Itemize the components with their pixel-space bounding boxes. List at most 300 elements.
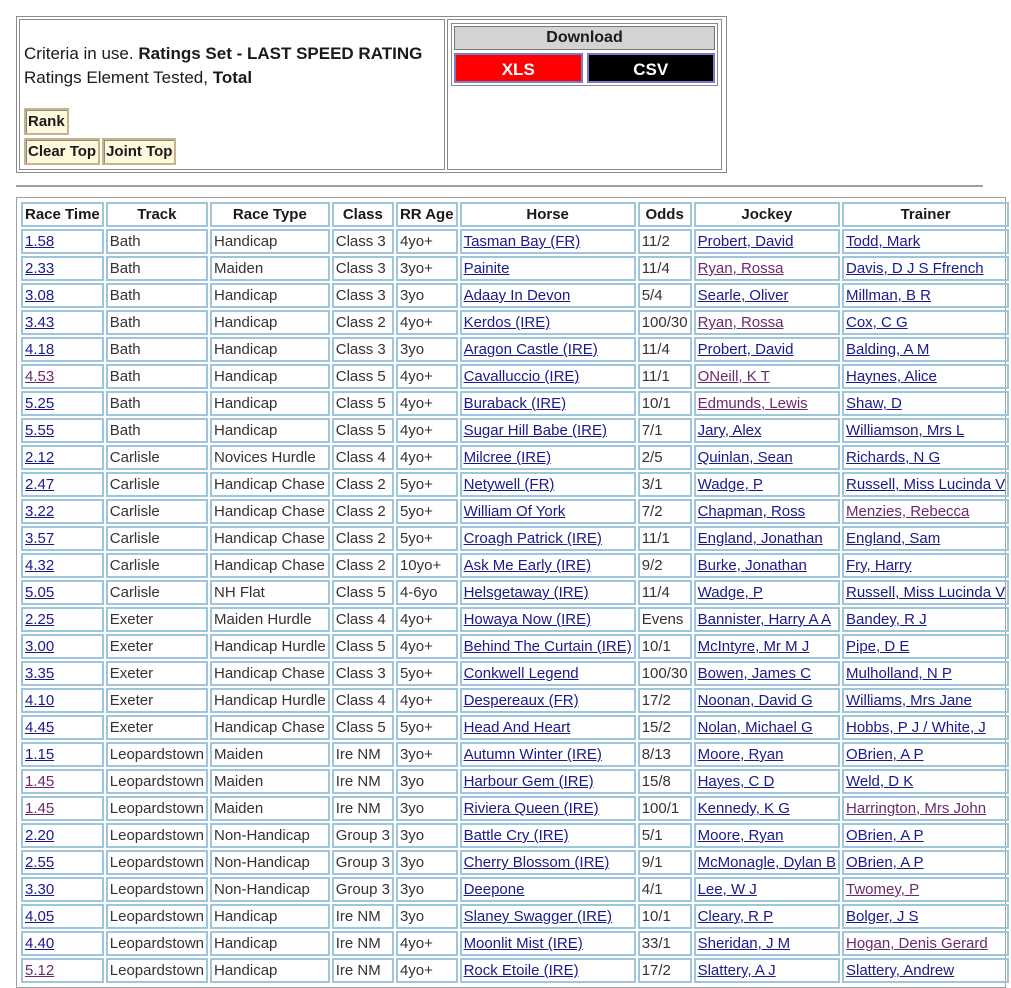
horse-cell	[460, 796, 636, 821]
age-cell: 4-6yo	[396, 580, 458, 605]
jockey-link[interactable]: Probert, David	[697, 341, 794, 358]
horse-link[interactable]: Kerdos (IRE)	[463, 314, 551, 331]
jockey-link[interactable]: Ryan, Rossa	[697, 260, 784, 277]
jockey-link[interactable]: McMonagle, Dylan B	[697, 854, 836, 871]
age-cell: 4yo+	[396, 229, 458, 254]
race-type-cell: Maiden	[210, 769, 330, 794]
age-cell: 4yo+	[396, 607, 458, 632]
jockey-cell	[694, 607, 840, 632]
race-time-cell	[21, 904, 104, 929]
race-time-link[interactable]: 1.45	[25, 800, 55, 817]
track-cell: Bath	[106, 310, 208, 335]
race-type-cell: Handicap Chase	[210, 661, 330, 686]
trainer-link[interactable]: Russell, Miss Lucinda V	[846, 476, 1006, 493]
trainer-link[interactable]: Menzies, Rebecca	[846, 503, 970, 520]
table-row	[21, 796, 1009, 821]
horse-cell	[460, 688, 636, 713]
trainer-link[interactable]: Hogan, Denis Gerard	[846, 935, 988, 952]
track-cell: Bath	[106, 418, 208, 443]
trainer-link[interactable]: Williamson, Mrs L	[846, 422, 965, 439]
horse-cell	[460, 256, 636, 281]
age-cell: 3yo	[396, 904, 458, 929]
trainer-link[interactable]: Millman, B R	[846, 287, 932, 304]
class-cell: Group 3	[332, 850, 394, 875]
race-type-cell: Handicap Hurdle	[210, 634, 330, 659]
trainer-cell	[842, 580, 1009, 605]
trainer-cell	[842, 769, 1009, 794]
trainer-cell	[842, 499, 1009, 524]
trainer-cell	[842, 256, 1009, 281]
jockey-link[interactable]: Quinlan, Sean	[697, 449, 793, 466]
odds-cell: 10/1	[638, 391, 692, 416]
criteria-info	[19, 19, 445, 170]
jockey-cell	[694, 742, 840, 767]
jockey-link[interactable]: Probert, David	[697, 233, 794, 250]
jockey-cell	[694, 661, 840, 686]
race-time-link[interactable]: 5.05	[25, 584, 55, 601]
trainer-cell	[842, 742, 1009, 767]
divider	[16, 185, 983, 187]
odds-cell: 10/1	[638, 634, 692, 659]
jockey-link[interactable]: Hayes, C D	[697, 773, 775, 790]
odds-cell: 17/2	[638, 958, 692, 983]
trainer-cell	[842, 553, 1009, 578]
race-type-cell: Handicap Chase	[210, 715, 330, 740]
download-panel	[447, 19, 722, 170]
class-cell: Ire NM	[332, 742, 394, 767]
jockey-cell	[694, 418, 840, 443]
jockey-link[interactable]: Moore, Ryan	[697, 746, 784, 763]
jockey-cell	[694, 229, 840, 254]
race-time-cell	[21, 769, 104, 794]
race-time-cell	[21, 445, 104, 470]
column-header-jockey: Jockey	[694, 202, 840, 227]
clear-top-button[interactable]: Clear Top	[24, 138, 100, 165]
horse-link[interactable]: Buraback (IRE)	[463, 395, 567, 412]
horse-link[interactable]: Rock Etoile (IRE)	[463, 962, 579, 979]
age-cell: 3yo	[396, 850, 458, 875]
track-cell: Bath	[106, 229, 208, 254]
table-row	[21, 526, 1009, 551]
table-row	[21, 931, 1009, 956]
table-row	[21, 418, 1009, 443]
download-title: Download	[454, 26, 715, 50]
horse-link[interactable]: Behind The Curtain (IRE)	[463, 638, 632, 655]
race-time-link[interactable]: 5.25	[25, 395, 55, 412]
race-time-link[interactable]: 4.53	[25, 368, 55, 385]
criteria-prefix: Criteria in use.	[24, 44, 134, 63]
track-cell: Carlisle	[106, 526, 208, 551]
trainer-link[interactable]: Cox, C G	[846, 314, 908, 331]
trainer-link[interactable]: Weld, D K	[846, 773, 914, 790]
results-table	[19, 200, 1011, 985]
horse-link[interactable]: Croagh Patrick (IRE)	[463, 530, 602, 547]
race-time-link[interactable]: 3.35	[25, 665, 55, 682]
trainer-cell	[842, 823, 1009, 848]
track-cell: Carlisle	[106, 553, 208, 578]
jockey-cell	[694, 310, 840, 335]
horse-link[interactable]: Ask Me Early (IRE)	[463, 557, 592, 574]
horse-link[interactable]: Despereaux (FR)	[463, 692, 579, 709]
jockey-cell	[694, 526, 840, 551]
class-cell: Ire NM	[332, 904, 394, 929]
column-header-track: Track	[106, 202, 208, 227]
jockey-link[interactable]: Noonan, David G	[697, 692, 813, 709]
track-cell: Leopardstown	[106, 796, 208, 821]
trainer-link[interactable]: OBrien, A P	[846, 746, 924, 763]
jockey-link[interactable]: McIntyre, Mr M J	[697, 638, 810, 655]
age-cell: 4yo+	[396, 391, 458, 416]
class-cell: Class 5	[332, 418, 394, 443]
race-time-link[interactable]: 4.45	[25, 719, 55, 736]
jockey-link[interactable]: ONeill, K T	[697, 368, 770, 385]
horse-link[interactable]: Cavalluccio (IRE)	[463, 368, 580, 385]
odds-cell: 33/1	[638, 931, 692, 956]
horse-cell	[460, 229, 636, 254]
track-cell: Leopardstown	[106, 769, 208, 794]
jockey-link[interactable]: Lee, W J	[697, 881, 757, 898]
horse-cell	[460, 850, 636, 875]
odds-cell: 11/1	[638, 526, 692, 551]
track-cell: Leopardstown	[106, 877, 208, 902]
horse-link[interactable]: Aragon Castle (IRE)	[463, 341, 598, 358]
horse-cell	[460, 877, 636, 902]
class-cell: Class 5	[332, 634, 394, 659]
race-time-link[interactable]: 2.25	[25, 611, 55, 628]
trainer-cell	[842, 634, 1009, 659]
jockey-link[interactable]: Wadge, P	[697, 476, 763, 493]
jockey-cell	[694, 364, 840, 389]
horse-link[interactable]: Head And Heart	[463, 719, 571, 736]
track-cell: Carlisle	[106, 580, 208, 605]
age-cell: 5yo+	[396, 472, 458, 497]
race-time-cell	[21, 580, 104, 605]
jockey-link[interactable]: Ryan, Rossa	[697, 314, 784, 331]
race-time-cell	[21, 715, 104, 740]
horse-link[interactable]: Sugar Hill Babe (IRE)	[463, 422, 607, 439]
ratings-set-value: Ratings Set - LAST SPEED RATING	[138, 44, 423, 63]
race-type-cell: Non-Handicap	[210, 850, 330, 875]
horse-cell	[460, 472, 636, 497]
race-type-cell: Maiden	[210, 742, 330, 767]
jockey-link[interactable]: Bowen, James C	[697, 665, 811, 682]
race-time-link[interactable]: 3.57	[25, 530, 55, 547]
table-header-row	[21, 202, 1009, 227]
race-time-cell	[21, 607, 104, 632]
table-row	[21, 445, 1009, 470]
trainer-cell	[842, 472, 1009, 497]
race-time-link[interactable]: 5.12	[25, 962, 55, 979]
rank-button[interactable]: Rank	[24, 108, 69, 135]
jockey-link[interactable]: Sheridan, J M	[697, 935, 791, 952]
trainer-link[interactable]: Fry, Harry	[846, 557, 912, 574]
table-row	[21, 580, 1009, 605]
trainer-link[interactable]: Bolger, J S	[846, 908, 919, 925]
age-cell: 3yo+	[396, 742, 458, 767]
trainer-link[interactable]: Harrington, Mrs John	[846, 800, 987, 817]
jockey-link[interactable]: Moore, Ryan	[697, 827, 784, 844]
age-cell: 4yo+	[396, 310, 458, 335]
jockey-cell	[694, 499, 840, 524]
jockey-link[interactable]: Jary, Alex	[697, 422, 762, 439]
race-time-cell	[21, 283, 104, 308]
horse-cell	[460, 607, 636, 632]
jockey-link[interactable]: Burke, Jonathan	[697, 557, 807, 574]
horse-cell	[460, 337, 636, 362]
age-cell: 3yo	[396, 823, 458, 848]
race-time-link[interactable]: 2.33	[25, 260, 55, 277]
horse-link[interactable]: William Of York	[463, 503, 566, 520]
race-type-cell: Maiden Hurdle	[210, 607, 330, 632]
element-value: Total	[212, 68, 253, 87]
race-time-cell	[21, 499, 104, 524]
trainer-link[interactable]: Pipe, D E	[846, 638, 910, 655]
trainer-link[interactable]: Bandey, R J	[846, 611, 927, 628]
trainer-cell	[842, 229, 1009, 254]
horse-cell	[460, 769, 636, 794]
race-time-link[interactable]: 5.55	[25, 422, 55, 439]
track-cell: Exeter	[106, 607, 208, 632]
race-time-cell	[21, 634, 104, 659]
horse-link[interactable]: Moonlit Mist (IRE)	[463, 935, 583, 952]
race-time-link[interactable]: 3.00	[25, 638, 55, 655]
trainer-link[interactable]: OBrien, A P	[846, 854, 924, 871]
class-cell: Ire NM	[332, 958, 394, 983]
class-cell: Class 2	[332, 553, 394, 578]
horse-link[interactable]: Painite	[463, 260, 510, 277]
odds-cell: 100/30	[638, 661, 692, 686]
trainer-link[interactable]: Richards, N G	[846, 449, 941, 466]
trainer-link[interactable]: Shaw, D	[846, 395, 902, 412]
race-time-link[interactable]: 2.55	[25, 854, 55, 871]
race-time-link[interactable]: 3.43	[25, 314, 55, 331]
odds-cell: 11/4	[638, 337, 692, 362]
class-cell: Class 3	[332, 283, 394, 308]
race-time-cell	[21, 688, 104, 713]
horse-link[interactable]: Conkwell Legend	[463, 665, 579, 682]
jockey-cell	[694, 958, 840, 983]
race-time-link[interactable]: 3.08	[25, 287, 55, 304]
race-time-link[interactable]: 1.45	[25, 773, 55, 790]
jockey-cell	[694, 580, 840, 605]
class-cell: Class 5	[332, 715, 394, 740]
joint-top-button[interactable]: Joint Top	[102, 138, 176, 165]
race-type-cell: Handicap Chase	[210, 472, 330, 497]
race-time-cell	[21, 553, 104, 578]
trainer-link[interactable]: Hobbs, P J / White, J	[846, 719, 986, 736]
jockey-cell	[694, 931, 840, 956]
class-cell: Class 3	[332, 337, 394, 362]
race-type-cell: Maiden	[210, 796, 330, 821]
jockey-cell	[694, 256, 840, 281]
race-time-link[interactable]: 1.15	[25, 746, 55, 763]
table-row	[21, 364, 1009, 389]
race-time-link[interactable]: 2.47	[25, 476, 55, 493]
horse-link[interactable]: Autumn Winter (IRE)	[463, 746, 602, 763]
horse-link[interactable]: Slaney Swagger (IRE)	[463, 908, 612, 925]
horse-link[interactable]: Battle Cry (IRE)	[463, 827, 569, 844]
horse-link[interactable]: Adaay In Devon	[463, 287, 571, 304]
race-time-link[interactable]: 3.22	[25, 503, 55, 520]
track-cell: Exeter	[106, 661, 208, 686]
age-cell: 5yo+	[396, 526, 458, 551]
race-type-cell: Handicap	[210, 904, 330, 929]
trainer-link[interactable]: Slattery, Andrew	[846, 962, 955, 979]
horse-link[interactable]: Deepone	[463, 881, 525, 898]
age-cell: 4yo+	[396, 418, 458, 443]
table-row	[21, 472, 1009, 497]
jockey-cell	[694, 688, 840, 713]
trainer-cell	[842, 310, 1009, 335]
class-cell: Class 5	[332, 391, 394, 416]
jockey-link[interactable]: Chapman, Ross	[697, 503, 806, 520]
class-cell: Class 3	[332, 256, 394, 281]
race-time-link[interactable]: 4.05	[25, 908, 55, 925]
age-cell: 4yo+	[396, 958, 458, 983]
jockey-cell	[694, 634, 840, 659]
track-cell: Exeter	[106, 715, 208, 740]
jockey-link[interactable]: Slattery, A J	[697, 962, 776, 979]
table-row	[21, 553, 1009, 578]
horse-cell	[460, 958, 636, 983]
trainer-link[interactable]: Balding, A M	[846, 341, 930, 358]
column-header-rr-age: RR Age	[396, 202, 458, 227]
class-cell: Class 3	[332, 229, 394, 254]
xls-download-button[interactable]: XLS	[454, 53, 583, 83]
table-row	[21, 607, 1009, 632]
trainer-link[interactable]: Davis, D J S Ffrench	[846, 260, 984, 277]
table-row	[21, 310, 1009, 335]
trainer-cell	[842, 877, 1009, 902]
horse-link[interactable]: Harbour Gem (IRE)	[463, 773, 594, 790]
criteria-line-element	[24, 66, 444, 90]
race-time-cell	[21, 877, 104, 902]
race-time-link[interactable]: 4.40	[25, 935, 55, 952]
odds-cell: 11/4	[638, 580, 692, 605]
horse-cell	[460, 526, 636, 551]
jockey-link[interactable]: Searle, Oliver	[697, 287, 789, 304]
class-cell: Class 3	[332, 661, 394, 686]
trainer-link[interactable]: Russell, Miss Lucinda V	[846, 584, 1006, 601]
horse-cell	[460, 310, 636, 335]
class-cell: Group 3	[332, 877, 394, 902]
class-cell: Class 4	[332, 688, 394, 713]
track-cell: Exeter	[106, 688, 208, 713]
horse-cell	[460, 742, 636, 767]
trainer-cell	[842, 715, 1009, 740]
class-cell: Class 5	[332, 580, 394, 605]
odds-cell: 8/13	[638, 742, 692, 767]
trainer-link[interactable]: Todd, Mark	[846, 233, 921, 250]
trainer-link[interactable]: Williams, Mrs Jane	[846, 692, 972, 709]
track-cell: Leopardstown	[106, 931, 208, 956]
jockey-cell	[694, 769, 840, 794]
trainer-cell	[842, 688, 1009, 713]
race-time-cell	[21, 796, 104, 821]
horse-cell	[460, 931, 636, 956]
jockey-link[interactable]: Cleary, R P	[697, 908, 774, 925]
race-time-link[interactable]: 4.32	[25, 557, 55, 574]
table-row	[21, 283, 1009, 308]
odds-cell: 5/1	[638, 823, 692, 848]
jockey-cell	[694, 553, 840, 578]
table-row	[21, 634, 1009, 659]
horse-link[interactable]: Howaya Now (IRE)	[463, 611, 592, 628]
trainer-link[interactable]: Haynes, Alice	[846, 368, 937, 385]
horse-link[interactable]: Netywell (FR)	[463, 476, 555, 493]
element-prefix: Ratings Element Tested,	[24, 68, 208, 87]
race-time-link[interactable]: 4.10	[25, 692, 55, 709]
jockey-cell	[694, 796, 840, 821]
jockey-link[interactable]: Nolan, Michael G	[697, 719, 813, 736]
trainer-cell	[842, 418, 1009, 443]
trainer-link[interactable]: Mulholland, N P	[846, 665, 952, 682]
horse-link[interactable]: Tasman Bay (FR)	[463, 233, 581, 250]
age-cell: 4yo+	[396, 931, 458, 956]
horse-link[interactable]: Cherry Blossom (IRE)	[463, 854, 610, 871]
trainer-cell	[842, 283, 1009, 308]
age-cell: 4yo+	[396, 445, 458, 470]
trainer-cell	[842, 526, 1009, 551]
csv-download-button[interactable]: CSV	[587, 53, 716, 83]
jockey-cell	[694, 904, 840, 929]
criteria-panel	[16, 16, 727, 173]
horse-link[interactable]: Helsgetaway (IRE)	[463, 584, 589, 601]
race-time-link[interactable]: 4.18	[25, 341, 55, 358]
horse-cell	[460, 661, 636, 686]
race-time-link[interactable]: 3.30	[25, 881, 55, 898]
class-cell: Class 5	[332, 364, 394, 389]
horse-cell	[460, 904, 636, 929]
track-cell: Exeter	[106, 634, 208, 659]
track-cell: Leopardstown	[106, 742, 208, 767]
age-cell: 3yo	[396, 769, 458, 794]
trainer-link[interactable]: OBrien, A P	[846, 827, 924, 844]
race-time-link[interactable]: 1.58	[25, 233, 55, 250]
trainer-cell	[842, 904, 1009, 929]
odds-cell: 11/1	[638, 364, 692, 389]
column-header-horse: Horse	[460, 202, 636, 227]
table-row	[21, 229, 1009, 254]
jockey-cell	[694, 283, 840, 308]
horse-cell	[460, 391, 636, 416]
odds-cell: 11/4	[638, 256, 692, 281]
race-type-cell: Novices Hurdle	[210, 445, 330, 470]
trainer-link[interactable]: Twomey, P	[846, 881, 920, 898]
age-cell: 5yo+	[396, 715, 458, 740]
horse-cell	[460, 364, 636, 389]
table-row	[21, 769, 1009, 794]
race-type-cell: Handicap	[210, 364, 330, 389]
odds-cell: 15/2	[638, 715, 692, 740]
odds-cell: 15/8	[638, 769, 692, 794]
jockey-link[interactable]: Kennedy, K G	[697, 800, 790, 817]
jockey-link[interactable]: Bannister, Harry A A	[697, 611, 831, 628]
jockey-link[interactable]: Edmunds, Lewis	[697, 395, 808, 412]
jockey-link[interactable]: England, Jonathan	[697, 530, 823, 547]
table-row	[21, 877, 1009, 902]
column-header-odds: Odds	[638, 202, 692, 227]
race-time-link[interactable]: 2.12	[25, 449, 55, 466]
horse-link[interactable]: Riviera Queen (IRE)	[463, 800, 599, 817]
jockey-cell	[694, 391, 840, 416]
track-cell: Bath	[106, 337, 208, 362]
trainer-link[interactable]: England, Sam	[846, 530, 941, 547]
race-time-link[interactable]: 2.20	[25, 827, 55, 844]
horse-link[interactable]: Milcree (IRE)	[463, 449, 552, 466]
jockey-link[interactable]: Wadge, P	[697, 584, 763, 601]
horse-cell	[460, 823, 636, 848]
